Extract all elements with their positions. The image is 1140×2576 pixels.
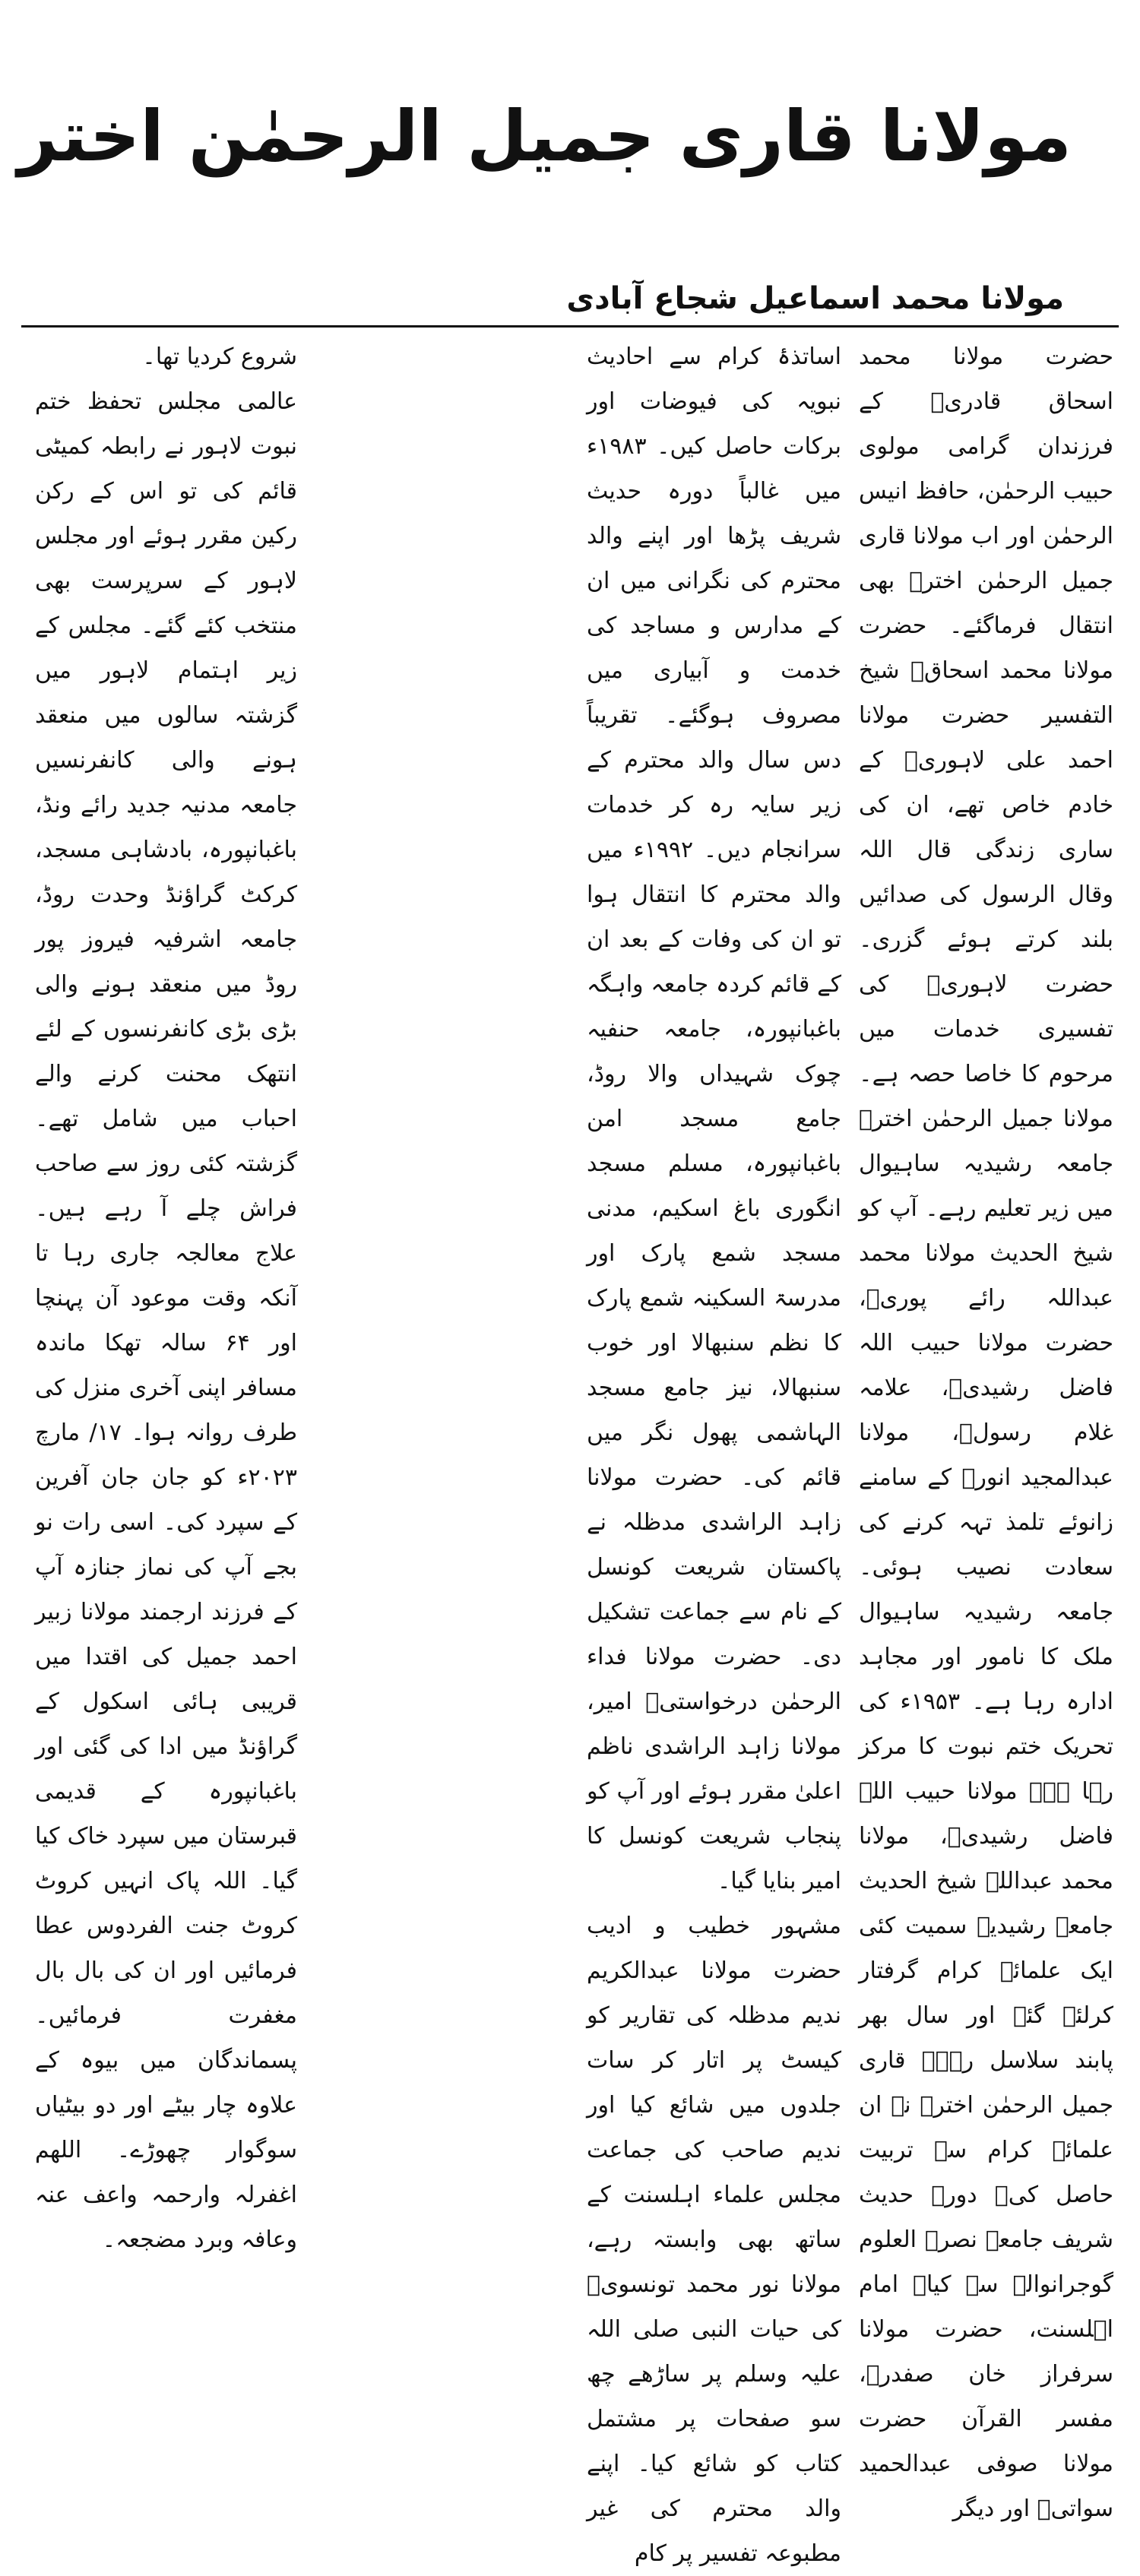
headline-main: مولانا قاری جمیل الرحمٰن اختر <box>17 96 1072 177</box>
headline <box>17 72 1072 224</box>
author-byline: مولانا محمد اسماعیل شجاع آبادی <box>566 281 1064 316</box>
article-columns <box>27 334 1113 2567</box>
byline-divider <box>21 325 1119 328</box>
paragraph: شروع کردیا تھا۔ <box>142 343 297 370</box>
paragraph: مشہور خطیب و ادیب حضرت مولانا عبدالکریم ندیم مدظلہ کی تقاریر کو کیسٹ پر اتار کر سات جلدوں میں شائع کیا اور ندیم صاحب کی جماعت مجلس علماء اہلسنت کے ساتھ بھی وابستہ رہے، مولانا نور محمد تونسویؒ کی حیات النبی صلی اللہ علیہ وسلم پر ساڑھے چھ سو صفحات پر مشتمل کتاب کو شائع کیا۔ اپنے والد محترم کی غیر مطبوعہ تفسیر پر کام <box>587 1913 841 2567</box>
column-3 <box>35 334 297 2253</box>
paragraph: حضرت مولانا محمد اسحاق قادریؒ کے فرزندان گرامی مولوی حبیب الرحمٰن، حافظ انیس الرحمٰن اور اب مولانا قاری جمیل الرحمٰن اخترؒ بھی انتقال فرماگئے۔ حضرت مولانا محمد اسحاقؒ شیخ التفسیر حضرت مولانا احمد علی لاہوریؒ کے خادم خاص تھے، ان کی ساری زندگی قال اللہ وقال الرسول کی صدائیں بلند کرتے ہوئے گزری۔ حضرت لاہوریؒ کی تفسیری خدمات میں مرحوم کا خاصا حصہ ہے۔ مولانا جمیل الرحمٰن اخترؒ جامعہ رشیدیہ ساہیوال میں زیر تعلیم رہے۔ آپ کو شیخ الحدیث مولانا محمد عبداللہ رائے پوریؒ، حضرت مولانا حبیب اللہ فاضل رشیدیؒ، علامہ غلام رسولؒ، مولانا عبدالمجید انورؒ کے سامنے زانوئے تلمذ تہہ کرنے کی سعادت نصیب ہوئی۔ جامعہ رشیدیہ ساہیوال ملک کا نامور اور مجاہد ادارہ رہا ہے۔ ۱۹۵۳ء کی تحریک ختم نبوت کا مرکز رہا ہے۔ مولانا حبیب اللہ فاضل رشیدیؒ، مولانا محمد عبداللہ شیخ الحدیث جامعہ رشیدیہ سمیت کئی ایک علمائے کرام گرفتار کرلئے گئے اور سال بھر پابند سلاسل رہے۔ قاری جمیل الرحمٰن اخترؒ نے ان علمائے کرام سے تربیت حاصل کی۔ دورۂ حدیث شریف جامعہ نصرۃ العلوم گوجرانوالہ سے کیا۔ امام اہلسنت، حضرت مولانا سرفراز خان صفدرؒ، مفسر القرآن حضرت مولانا صوفی عبدالحمید سواتیؒ اور دیگر <box>859 343 1113 2522</box>
column-1 <box>859 334 1113 2522</box>
column-2 <box>587 334 841 2567</box>
paragraph: اساتذۂ کرام سے احادیث نبویہ کی فیوضات اور برکات حاصل کیں۔ ۱۹۸۳ء میں غالباً دورہ حدیث شریف پڑھا اور اپنے والد محترم کی نگرانی میں ان کے مدارس و مساجد کی خدمت و آبیاری میں مصروف ہوگئے۔ تقریباً دس سال والد محترم کے زیر سایہ رہ کر خدمات سرانجام دیں۔ ۱۹۹۲ء میں والد محترم کا انتقال ہوا تو ان کی وفات کے بعد ان کے قائم کردہ جامعہ واہگہ باغبانپورہ، جامعہ حنفیہ چوک شہیداں والا روڈ، جامع مسجد امن باغبانپورہ، مسلم مسجد انگوری باغ اسکیم، مدنی مسجد شمع پارک اور مدرسۃ السکینہ شمع پارک کا نظم سنبھالا اور خوب سنبھالا، نیز جامع مسجد الہاشمی پھول نگر میں قائم کی۔ حضرت مولانا زاہد الراشدی مدظلہ نے پاکستان شریعت کونسل کے نام سے جماعت تشکیل دی۔ حضرت مولانا فداء الرحمٰن درخواستیؒ امیر، مولانا زاہد الراشدی ناظم اعلیٰ مقرر ہوئے اور آپ کو پنجاب شریعت کونسل کا امیر بنایا گیا۔ <box>587 343 841 1894</box>
paragraph: عالمی مجلس تحفظ ختم نبوت لاہور نے رابطہ کمیٹی قائم کی تو اس کے رکن رکین مقرر ہوئے اور مجلس لاہور کے سرپرست بھی منتخب کئے گئے۔ مجلس کے زیر اہتمام لاہور میں گزشتہ سالوں میں منعقد ہونے والی کانفرنسیں جامعہ مدنیہ جدید رائے ونڈ، باغبانپورہ، بادشاہی مسجد، کرکٹ گراؤنڈ وحدت روڈ، جامعہ اشرفیہ فیروز پور روڈ میں منعقد ہونے والی بڑی بڑی کانفرنسوں کے لئے انتھک محنت کرنے والے احباب میں شامل تھے۔ گزشتہ کئی روز سے صاحب فراش چلے آ رہے ہیں۔ علاج معالجہ جاری رہا تا آنکہ وقت موعود آن پہنچا اور ۶۴ سالہ تھکا ماندہ مسافر اپنی آخری منزل کی طرف روانہ ہوا۔ ۱۷/ مارچ ۲۰۲۳ء کو جان جان آفرین کے سپرد کی۔ اسی رات نو بجے آپ کی نماز جنازہ آپ کے فرزند ارجمند مولانا زبیر احمد جمیل کی اقتدا میں قریبی ہائی اسکول کے گراؤنڈ میں ادا کی گئی اور باغبانپورہ کے قدیمی قبرستان میں سپرد خاک کیا گیا۔ اللہ پاک انہیں کروٹ کروٹ جنت الفردوس عطا فرمائیں اور ان کی بال بال مغفرت فرمائیں۔ پسماندگان میں بیوہ کے علاوہ چار بیٹے اور دو بیٹیاں سوگوار چھوڑے۔ اللھم اغفرلہ وارحمہ واعف عنہ وعافہ وبرد مضجعہ۔ <box>35 388 297 2253</box>
